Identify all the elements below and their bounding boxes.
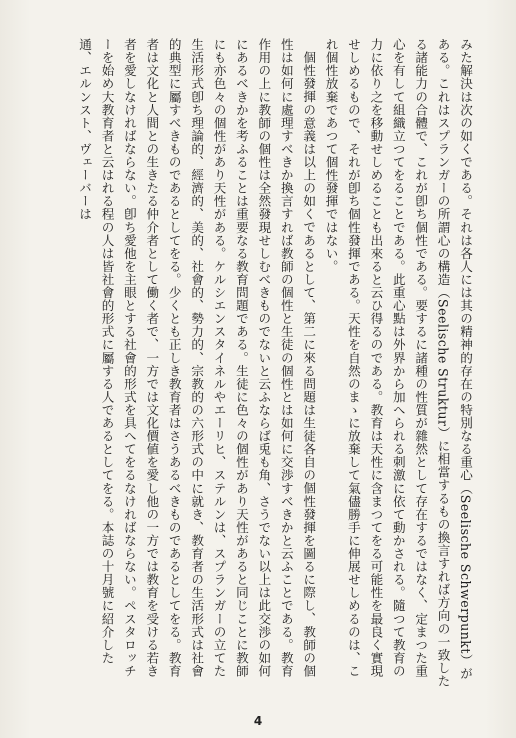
page-number: 4 <box>253 714 263 728</box>
paragraph-1: みた解決は次の如くである。それは各人には其の精神的存在の特別なる重心（Seelische Schwerpunkt）がある。これはスプランガーの所謂心の構造（Seelische Struktur）に相當するもの換言すれば方向の一致したる諸能力の合體で、これが卽ち個性である。要するに諸種の性質が雜然として存在するではなく、定まつた重心を有して組織立つてをることである。此重心點は外界から加へられる刺激に依て動かされる。隨つて教育の力に依り之を移動せしめることも出來ると云ひ得るのである。教育は天性に含まつてをる可能性を最良く實現せしめるもので、それが卽ち個性發揮である。天性を自然のまゝに放棄して氣儘勝手に伸展せしめるのは、これ個性放棄であつて個性發揮ではない。 <box>323 38 473 688</box>
paragraph-2: 個性發揮の意義は以上の如くであるとして、第二に來る問題は生徒各自の個性發揮を圖るに際し、教師の個性は如何に處理すべきか換言すれば教師の個性と生徒の個性とは如何に交渉すべきかと云ふことである。教育作用の上に教師の個性は全然發現せしむべきものでないと云ふならば兎も角、さうでない以上は此交渉の如何にあるべきかを考ふることは重要なる教育問題である。生徒に色々の個性があり天性があると同じことに教師にも亦色々の個性があり天性がある。ケルシエンスタイネルやエーリヒ、ステルンは、スプランガーの立てた生活形式卽ち理論的、經濟的、美的、社會的、勢力的、宗教的の六形式の中に就き、教育者の生活形式は社會的典型に屬すべきものであるとしてをる。少くとも正しき教育者はさうあるべきものであるとしてをる。教育者は文化と人間との生きたる仲介者として働く者で、一方では文化價値を愛し他の一方では教育を受ける若き者を愛しなければならない。卽ち愛他を主眼とする社會的形式を具へてをるなければならない。ペスタロッチーを始め大教育者と云はれる程の人は皆社會的形式に屬する人であるとしてをる。本誌の十月號に紹介した通、エルンスト、ヴェーバーは <box>77 38 317 678</box>
vertical-text-body <box>28 38 476 690</box>
